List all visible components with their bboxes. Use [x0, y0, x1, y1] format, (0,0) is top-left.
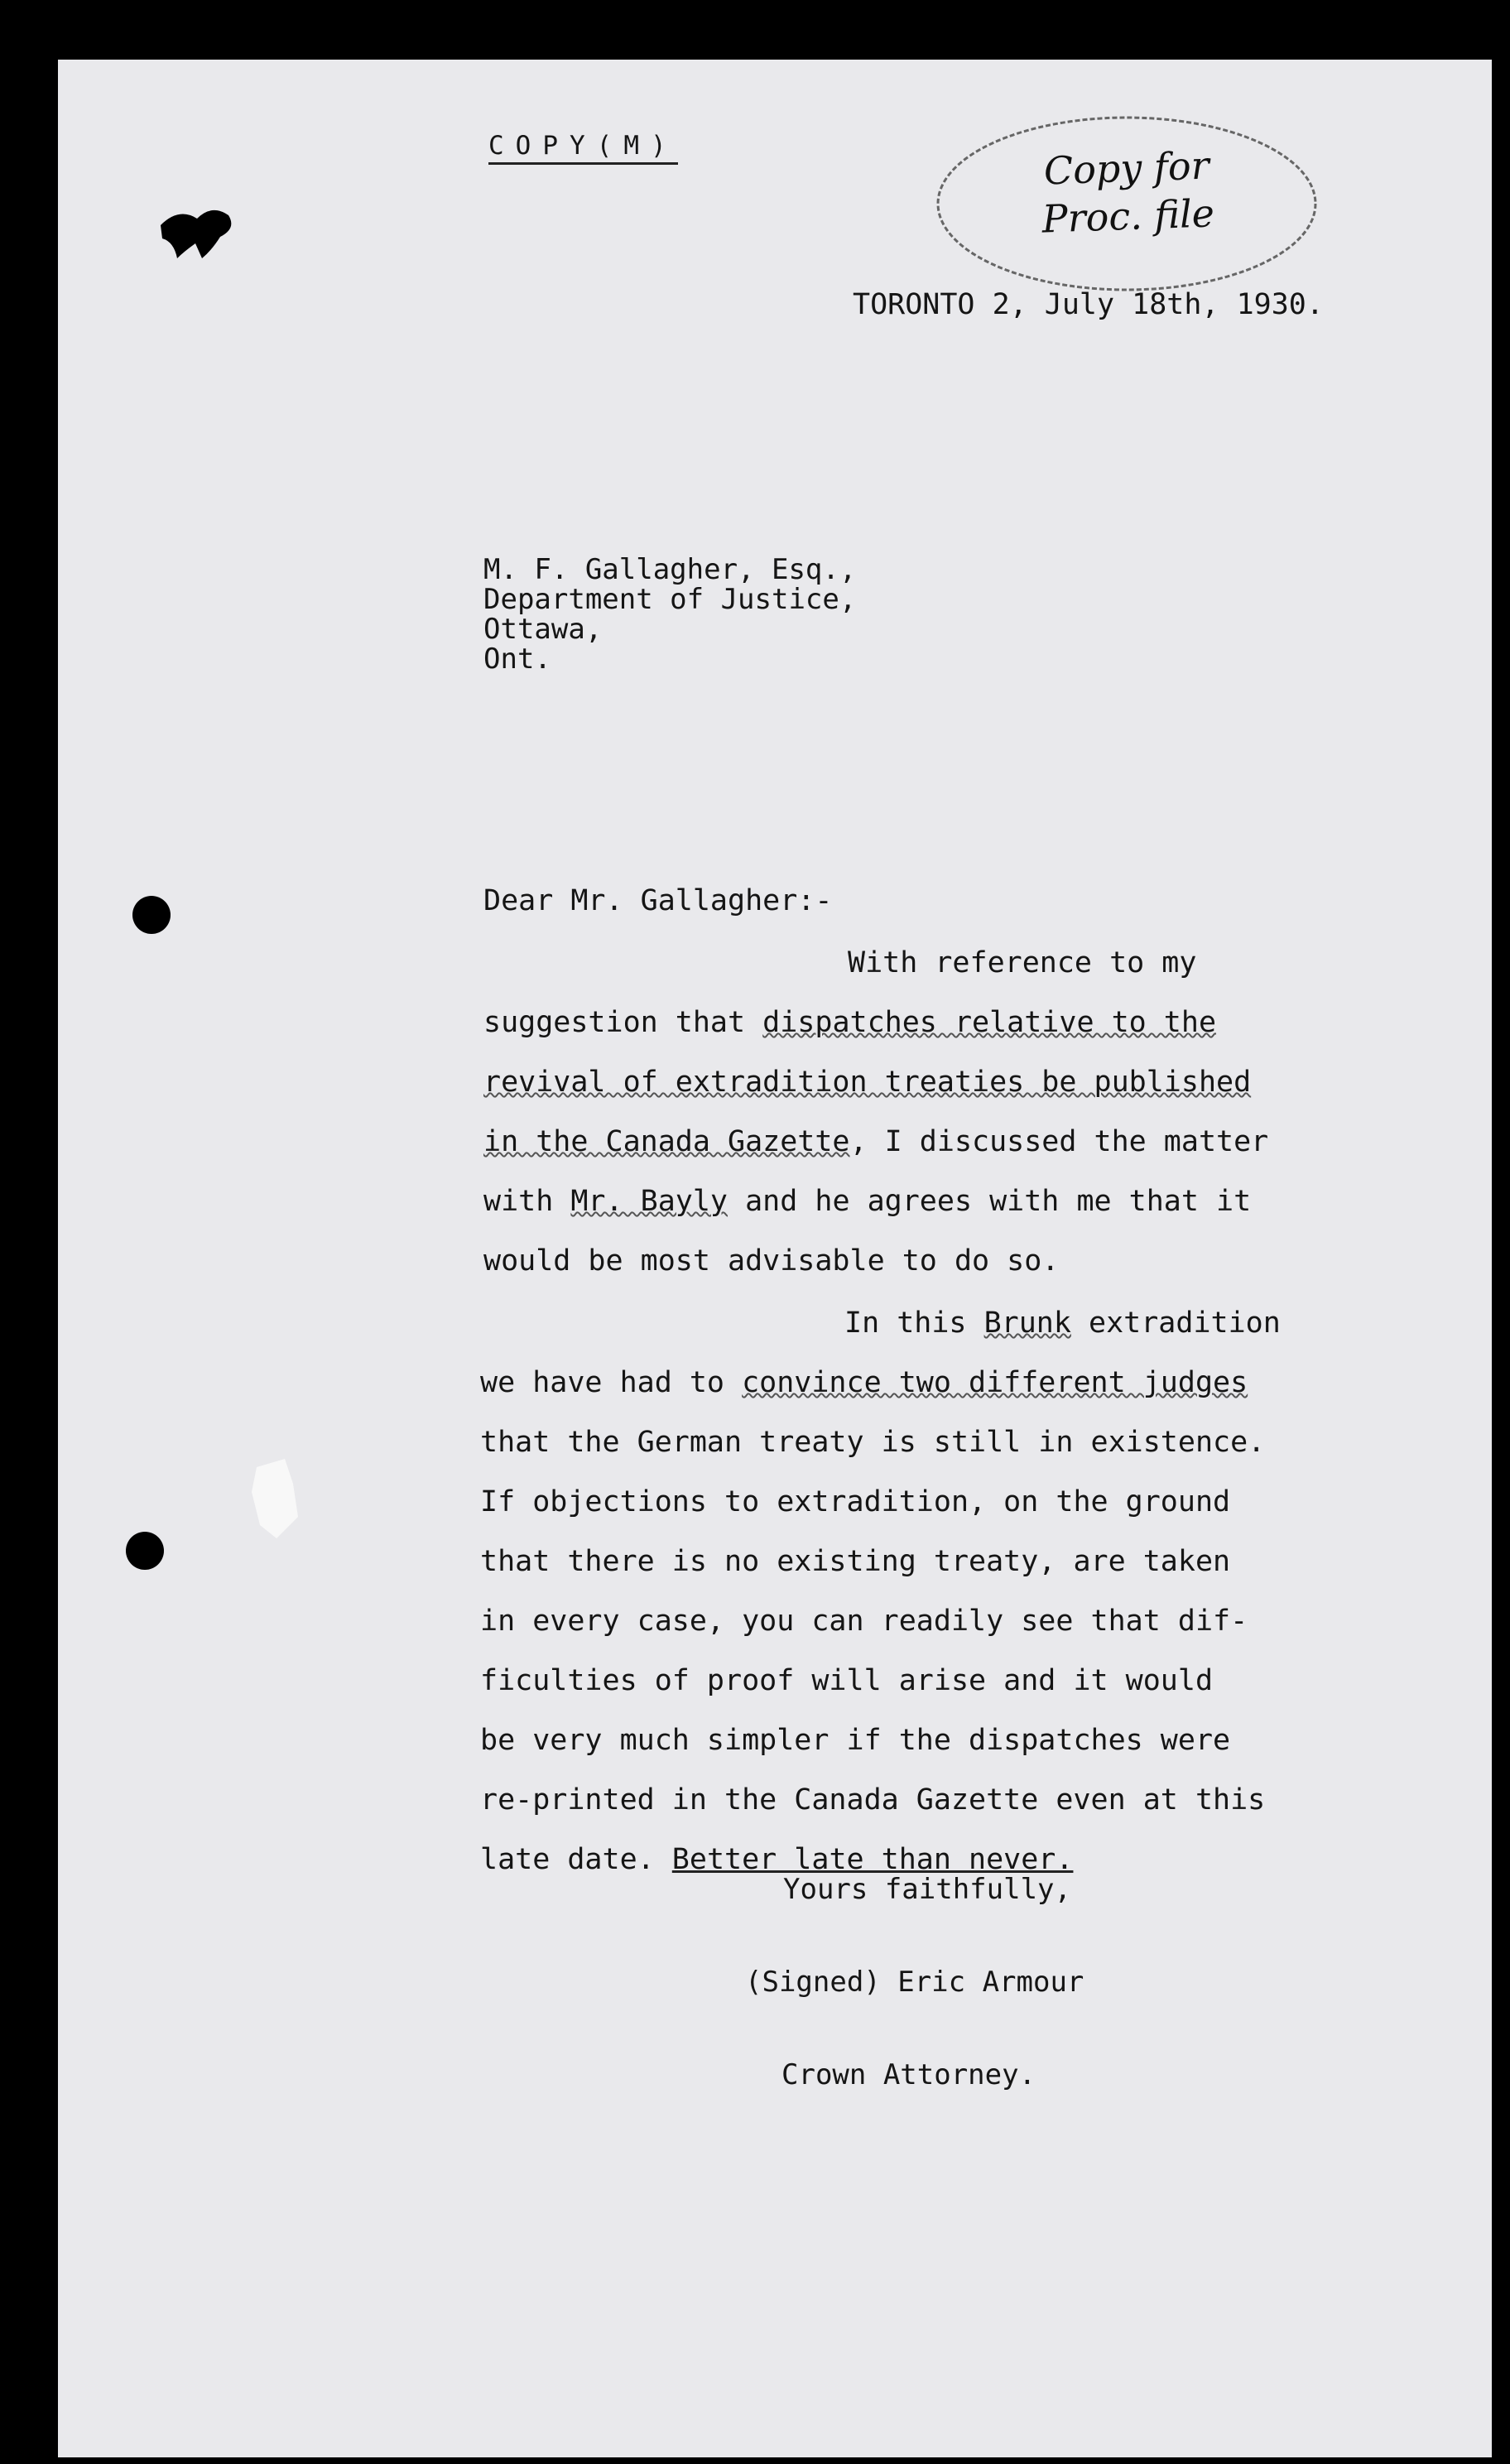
recipient-province: Ont. [483, 642, 551, 676]
p2-line: be very much simpler if the dispatches were [480, 1724, 1231, 1757]
punch-hole [132, 896, 171, 934]
p2-line: that there is no existing treaty, are taken [480, 1545, 1231, 1578]
p1-line: would be most advisable to do so. [483, 1244, 1060, 1278]
paragraph-1 [483, 933, 1268, 1291]
p2-line: in every case, you can readily see that dif- [480, 1605, 1248, 1638]
handwritten-annotation [929, 108, 1325, 300]
ink-mark [154, 200, 240, 263]
paragraph-2 [480, 1293, 1281, 1889]
closing: Yours faithfully, [783, 1873, 1071, 1906]
p2-line: we have had to convince two different judges [480, 1366, 1248, 1399]
signature: (Signed) Eric Armour [745, 1966, 1084, 1999]
punch-hole [126, 1532, 164, 1570]
p2-line: re-printed in the Canada Gazette even at this [480, 1783, 1266, 1817]
p2-line: In this Brunk extradition [844, 1307, 1281, 1340]
p2-line: If objections to extradition, on the ground [480, 1485, 1231, 1518]
annotation-line1: Copy for [1043, 142, 1210, 194]
p1-line: revival of extradition treaties be published [483, 1066, 1252, 1099]
p1-line: with Mr. Bayly and he agrees with me that it [483, 1185, 1252, 1218]
signer-title: Crown Attorney. [781, 2058, 1036, 2091]
recipient-name: M. F. Gallagher, Esq., [483, 553, 857, 586]
letter-page [58, 60, 1492, 2457]
p1-line: With reference to my [848, 946, 1197, 979]
paper-speck [252, 1459, 298, 1538]
copy-mark: COPY(M) [488, 131, 678, 165]
recipient-department: Department of Justice, [483, 583, 857, 616]
annotation-line2: Proc. file [1041, 190, 1215, 242]
recipient-address [483, 555, 856, 674]
p2-line: that the German treaty is still in existence. [480, 1426, 1266, 1459]
p1-line: suggestion that dispatches relative to the [483, 1006, 1217, 1039]
p2-line: ficulties of proof will arise and it would [480, 1664, 1214, 1697]
p1-line: in the Canada Gazette, I discussed the matter [483, 1125, 1269, 1158]
letter-date: TORONTO 2, July 18th, 1930. [853, 288, 1324, 321]
salutation: Dear Mr. Gallagher:- [483, 884, 833, 917]
recipient-city: Ottawa, [483, 613, 603, 646]
p2-line: late date. Better late than never. [480, 1843, 1074, 1876]
